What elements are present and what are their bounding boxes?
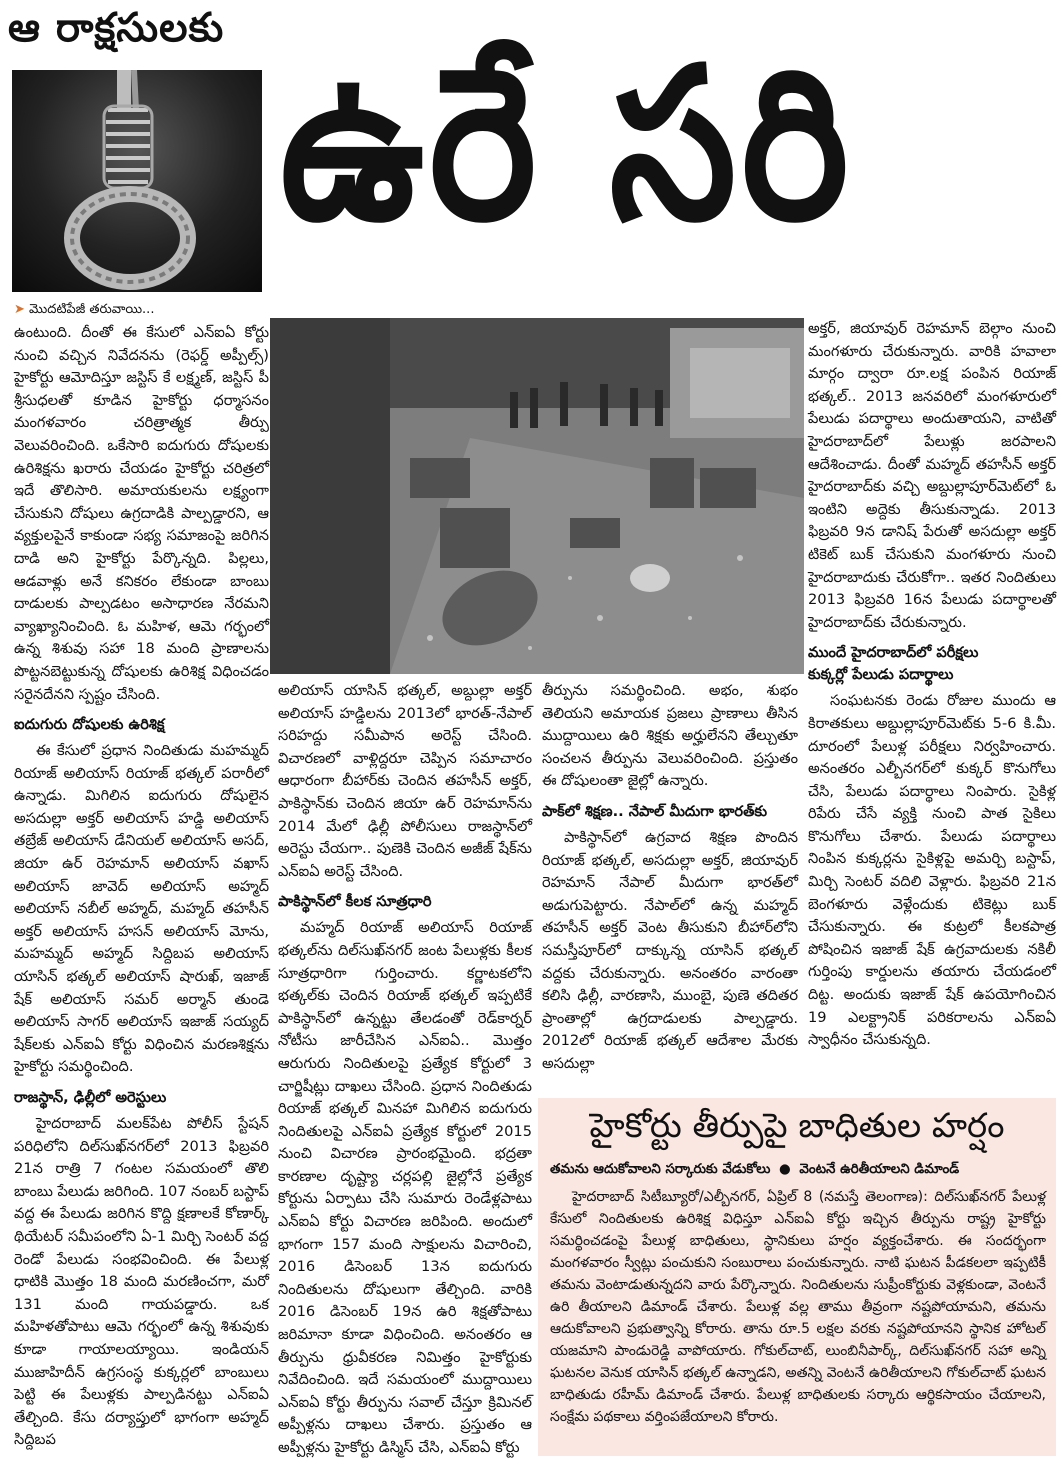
article-paragraph: అలియాస్ యాసిన్ భత్కల్, అబ్దుల్లా అక్తర్ అలియాస్ హడ్డిలను 2013లో భారత్-నేపాల్ సరిహద్దు సమీపాన అరెస్ట్ చేసింది. విచారణలో వాళ్లిద్దరూ చెప్పిన సమాచారం ఆధారంగా బీహార్‌కు చెందిన తహసీన్ అక్తర్, పాకిస్థాన్‌కు చెందిన జియా ఉర్ రెహమాన్‌ను 2014 మేలో ఢిల్లీ పోలీసులు రాజస్థాన్‌లో అరెస్టు చేయగా.. పుణెకి చెందిన అజీజ్ షేక్‌ను ఎన్‌ఐఏ అరెస్ట్ చేసింది. <box>278 682 532 880</box>
continued-marker <box>14 300 269 320</box>
continued-label: మొదటిపేజీ తరువాయి... <box>29 302 155 317</box>
kicker-text: ఆ రాక్షసులకు <box>8 5 225 51</box>
article-paragraph: ఈ కేసులో ప్రధాన నిందితుడు మహమ్మద్ రియాజ్ అలియాస్ రియాజ్ భత్కల్ పరారీలో ఉన్నాడు. మిగిలిన ఐదుగురు దోషులైన అసదుల్లా అక్తర్ అలియాస్ హడ్డి అలియాస్ తబ్రేజ్ అలియాస్ డేనియల్ అలియాస్ అసద్, జియా ఉర్ రెహమాన్ అలియాస్ వఖాస్ అలియాస్ జావెద్ అలియాస్ అహ్మద్ అలియాస్ నబీల్ అహ్మద్, మహ్మద్ తహసీన్ అక్తర్ అలియాస్ హసన్ అలియాస్ మోను, మహమ్మద్ అహ్మద్ సిద్దిబప అలియాస్ యాసిన్ భత్కల్ అలియాస్ షారుఖ్, ఇజాజ్ షేక్ అలియాస్ సమర్ అర్మాన్ తుండె అలియాస్ సాగర్ అలియాస్ ఇజాజ్ సయ్యద్ షేక్‌లకు ఎన్‌ఐఏ కోర్టు విధించిన మరణశిక్షను హైకోర్టు సమర్థించింది. <box>14 742 269 1076</box>
subheading: ముందే హైదరాబాద్‌లో పరీక్షలు <box>808 644 979 662</box>
box-body <box>550 1186 1046 1428</box>
subheading: పాక్‌లో శిక్షణ.. నేపాల్ మీదుగా భారత్‌కు <box>542 802 768 820</box>
box-title: హైకోర్టు తీర్పుపై బాధితుల హర్షం <box>589 1106 1005 1146</box>
article-paragraph: అక్తర్, జియావుర్ రెహమాన్ బెల్గాం నుంచి మంగళూరు చేరుకున్నారు. వారికి హవాలా మార్గం ద్వారా రూ.లక్ష పంపిన రియాజ్ భత్కల్.. 2013 జనవరిలో మంగళూరులో పేలుడు పదార్థాలు అందుతాయని, వాటితో హైదరాబాద్‌లో పేలుళ్లు జరపాలని ఆదేశించాడు. దీంతో మహ్మద్ తహసీన్ అక్తర్ హైదరాబాద్‌కు వచ్చి అబ్దుల్లాపూర్‌మెట్‌లో ఓ ఇంటిని అద్దెకు తీసుకున్నాడు. 2013 ఫిబ్రవరి 9న డానిష్ పేరుతో అసదుల్లా అక్తర్ టికెట్ బుక్ చేసుకుని మంగళూరు నుంచి హైదరాబాదుకు చేరుకోగా.. ఇతర నిందితులు 2013 ఫిబ్రవరి 16న పేలుడు పదార్థాలతో హైదరాబాద్‌కు చేరుకున్నారు. <box>808 320 1056 631</box>
box-subheading <box>550 1160 1050 1180</box>
arrow-icon: ➤ <box>14 302 25 317</box>
article-paragraph: హైదరాబాద్ మలక్‌పేట పోలీస్ స్టేషన్ పరిధిలోని దిల్‌సుఖ్‌నగర్‌లో 2013 ఫిబ్రవరి 21న రాత్రి 7 గంటల సమయంలో తొలి బాంబు పేలుడు జరిగింది. 107 నంబర్ బస్టాప్ వద్ద ఈ పేలుడు జరిగిన కొద్ది క్షణాలకే కోణార్క్ థియేటర్ సమీపంలోని ఏ-1 మిర్చి సెంటర్ వద్ద రెండో పేలుడు సంభవించింది. ఈ పేలుళ్ల ధాటికి మొత్తం 18 మంది మరణించగా, మరో 131 మంది గాయపడ్డారు. ఒక మహిళతోపాటు ఆమె గర్భంలో ఉన్న శిశువుకు కూడా గాయాలయ్యాయి. ఇండియన్ ముజాహిదీన్ ఉగ్రసంస్థ కుక్కర్లలో బాంబులు పెట్టి ఈ పేలుళ్లకు పాల్పడినట్టు ఎన్‌ఐఏ తేల్చింది. కేసు దర్యాప్తులో భాగంగా అహ్మద్ సిద్దిబప <box>14 1115 269 1449</box>
box-subheading-left: తమను ఆదుకోవాలని సర్కారుకు వేడుకోలు <box>550 1162 771 1177</box>
article-paragraph: పాకిస్థాన్‌లో ఉగ్రవాద శిక్షణ పొందిన రియాజ్ భత్కల్, అసదుల్లా అక్తర్, జియావుర్ రెహమాన్ నేపాల్ మీదుగా భారత్‌లో అడుగుపెట్టారు. నేపాల్‌లో ఉన్న మహ్మద్ తహసీన్ అక్తర్‌ వెంట తీసుకుని బీహార్‌లోని సమస్తీపూర్‌లో దాక్కున్న యాసిన్ భత్కల్ వద్దకు చేరుకున్నారు. అనంతరం వారంతా కలిసి ఢిల్లీ, వారణాసి, ముంబై, పుణె తదితర ప్రాంతాల్లో ఉగ్రదాడులకు పాల్పడ్డారు. 2012లో రియాజ్ భత్కల్ ఆదేశాల మేరకు అసదుల్లా <box>542 828 798 1072</box>
article-paragraph: సంఘటనకు రెండు రోజుల ముందు ఆ కిరాతకులు అబ్దుల్లాపూర్‌మెట్‌కు 5-6 కి.మీ. దూరంలో పేలుళ్ల పరీక్షలు నిర్వహించారు. అనంతరం ఎల్బీనగర్‌లో కుక్కర్ కొనుగోలు చేసి, పేలుడు పదార్థాలు నింపారు. సైకిళ్ల రిపేరు చేసే వ్యక్తి నుంచి పాత సైకిలు కొనుగోలు చేశారు. పేలుడు పదార్థాలు నింపిన కుక్కర్లను సైకిళ్లపై అమర్చి బస్టాప్, మిర్చి సెంటర్ వదిలి వెళ్లారు. ఫిబ్రవరి 21న బెంగళూరు వెళ్లేందుకు టికెట్లు బుక్ చేసుకున్నారు. ఈ కుట్రలో కీలకపాత్ర పోషించిన ఇజాజ్ షేక్ ఉగ్రవాదులకు నకిలీ గుర్తింపు కార్డులను తయారు చేయడంలో దిట్ట. అందుకు ఇజాజ్ షేక్ ఉపయోగించిన 19 ఎలక్ట్రానిక్ పరికరాలను ఎన్‌ఐఏ స్వాధీనం చేసుకున్నది. <box>808 692 1056 1049</box>
box-paragraph: హైదరాబాద్ సిటీబ్యూరో/ఎల్బీనగర్, ఏప్రిల్ 8 (నమస్తే తెలంగాణ): దిల్‌సుఖ్‌నగర్ పేలుళ్ల కేసులో నిందితులకు ఉరిశిక్ష విధిస్తూ ఎన్‌ఐఏ కోర్టు ఇచ్చిన తీర్పును రాష్ట్ర హైకోర్టు సమర్థించడంపై పేలుళ్ల బాధితులు, స్థానికులు హర్షం వ్యక్తంచేశారు. ఈ సందర్భంగా మంగళవారం స్వీట్లు పంచుకుని సంబురాలు పంచుకున్నారు. నాటి ఘటన పీడకలలా ఇప్పటికీ తమను వెంటాడుతున్నదని వారు పేర్కొన్నారు. నిందితులను సుప్రీంకోర్టుకు వెళ్లకుండా, వెంటనే ఉరి తీయాలని డిమాండ్ చేశారు. పేలుళ్ల వల్ల తాము తీవ్రంగా నష్టపోయామని, తమను ఆదుకోవాలని ప్రభుత్వాన్ని కోరారు. తాను రూ.5 లక్షల వరకు నష్టపోయానని స్థానిక హోటల్ యజమాని పాండురెడ్డి వాపోయారు. గోకుల్‌చాట్, లుంబినీపార్క్, దిల్‌సుఖ్‌నగర్ సహా అన్ని ఘటనల వెనుక యాసిన్ భత్కల్ ఉన్నాడని, అతన్ని వెంటనే ఉరితీయాలని గోకుల్‌చాట్ ఘటన బాధితుడు రహీమ్ డిమాండ్ చేశారు. పేలుళ్ల బాధితులకు సర్కారు ఆర్థికసాయం చేయాలని, సంక్షేమ పథకాలు వర్తింపజేయాలని కోరారు. <box>550 1189 1046 1425</box>
article-paragraph: తీర్పును సమర్థించింది. అభం, శుభం తెలియని అమాయక ప్రజలు ప్రాణాలు తీసిన ముద్దాయిలు ఉరి శిక్షకు అర్హులేనని తేల్చుతూ సంచలన తీర్పును వెలువరించింది. ప్రస్తుతం ఈ దోషులంతా జైల్లో ఉన్నారు. <box>542 682 798 790</box>
headline: ఉరే సరి <box>280 22 854 267</box>
box-subheading-right: వెంటనే ఉరితీయాలని డిమాండ్ <box>799 1162 960 1177</box>
blast-site-photo <box>270 318 804 674</box>
bullet-icon: ● <box>779 1162 791 1177</box>
subheading: రాజస్థాన్, ఢిల్లీలో అరెస్టులు <box>14 1089 167 1106</box>
article-paragraph: మహ్మద్ రియాజ్ అలియాస్ రియాజ్ భత్కల్‌ను దిల్‌సుఖ్‌నగర్ జంట పేలుళ్లకు కీలక సూత్రధారిగా గుర్తించారు. కర్ణాటకలోని భత్కల్‌కు చెందిన రియాజ్ భత్కల్ ఇప్పటికే పాకిస్థాన్‌లో ఉన్నట్టు తేలడంతో రెడ్‌కార్నర్ నోటీసు జారీచేసిన ఎన్‌ఐఏ.. మొత్తం ఆరుగురు నిందితులపై ప్రత్యేక కోర్టులో 3 చార్జిషీట్లు దాఖలు చేసింది. ప్రధాన నిందితుడు రియాజ్ భత్కల్ మినహా మిగిలిన ఐదుగురు నిందితులపై ఎన్‌ఐఏ ప్రత్యేక కోర్టులో 2015 నుంచి విచారణ ప్రారంభమైంది. భద్రతా కారణాల దృష్ట్యా చర్లపల్లి జైల్లోనే ప్రత్యేక కోర్టును ఏర్పాటు చేసి సుమారు రెండేళ్లపాటు ఎన్‌ఐఏ కోర్టు విచారణ జరిపింది. అందులో భాగంగా 157 మంది సాక్షులను విచారించి, 2016 డిసెంబర్ 13న ఐదుగురు నిందితులను దోషులుగా తేల్చింది. వారికి 2016 డిసెంబర్ 19న ఉరి శిక్షతోపాటు జరిమానా కూడా విధించింది. అనంతరం ఆ తీర్పును ధ్రువీకరణ నిమిత్తం హైకోర్టుకు నివేదించింది. ఇదే సమయంలో ముద్దాయిలు ఎన్‌ఐఏ కోర్టు తీర్పును సవాల్ చేస్తూ క్రిమినల్ అప్పీళ్లను దాఖలు చేశారు. ప్రస్తుతం ఆ అప్పీళ్లను హైకోర్టు డిస్మిస్ చేసి, ఎన్‌ఐఏ కోర్టు <box>278 919 532 1456</box>
subheading: ఐదుగురు దోషులకు ఉరిశిక్ష <box>14 716 165 734</box>
reaction-box <box>538 1098 1056 1456</box>
noose-image <box>12 70 262 292</box>
subheading: పాకిస్థాన్‌లో కీలక సూత్రధారి <box>278 893 432 911</box>
photo-illustration <box>270 318 804 674</box>
subheading: కుక్కర్లో పేలుడు పదార్థాలు <box>808 666 954 684</box>
noose-icon <box>12 70 262 292</box>
article-paragraph: ఉంటుంది. దీంతో ఈ కేసులో ఎన్‌ఐఏ కోర్టు నుంచి వచ్చిన నివేదనను (రెఫర్డ్ అప్పీల్స్) హైకోర్టు ఆమోదిస్తూ జస్టిస్ కే లక్ష్మణ్, జస్టిస్ పీ శ్రీసుధలతో కూడిన హైకోర్టు ధర్మాసనం మంగళవారం చరిత్రాత్మక తీర్పు వెలువరించింది. ఒకేసారి ఐదుగురు దోషులకు ఉరిశిక్షను ఖరారు చేయడం హైకోర్టు చరిత్రలో ఇదే తొలిసారి. అమాయకులను లక్ష్యంగా చేసుకుని దోషులు ఉగ్రదాడికి పాల్పడ్డారని, ఆ వ్యక్తులపైనే కాకుండా సభ్య సమాజంపై జరిగిన దాడి అని హైకోర్టు పేర్కొన్నది. పిల్లలు, ఆడవాళ్లు అనే కనికరం లేకుండా బాంబు దాడులకు పాల్పడటం అసాధారణ నేరమని వ్యాఖ్యానించింది. ఓ మహిళ, ఆమె గర్భంలో ఉన్న శిశువు సహా 18 మంది ప్రాణాలను పొట్టనబెట్టుకున్న దోషులకు ఉరిశిక్ష విధించడం సరైనదేనని స్పష్టం చేసింది. <box>14 324 269 703</box>
